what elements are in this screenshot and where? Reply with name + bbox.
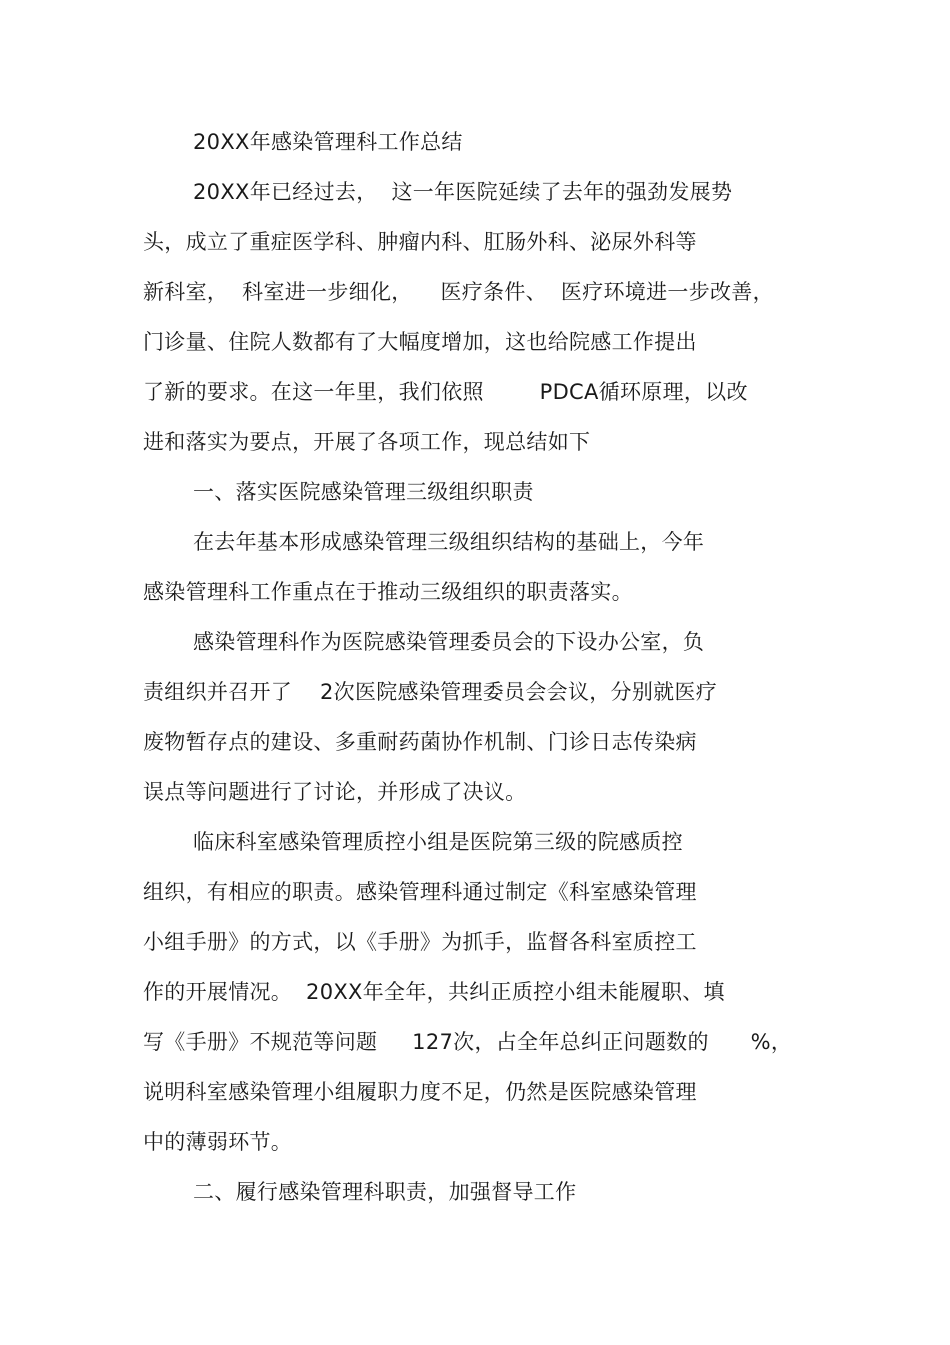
paragraph-line: 写《手册》不规范等问题 127次，占全年总纠正问题数的 %， — [143, 1030, 793, 1054]
paragraph-line: 了新的要求。在这一年里，我们依照 PDCA循环原理，以改 — [143, 380, 748, 404]
paragraph-line: 门诊量、住院人数都有了大幅度增加，这也给院感工作提出 — [143, 330, 697, 354]
paragraph-line: 责组织并召开了 2次医院感染管理委员会会议，分别就医疗 — [143, 680, 718, 704]
document-title: 20XX年感染管理科工作总结 — [193, 130, 463, 154]
paragraph-line: 误点等问题进行了讨论，并形成了决议。 — [143, 780, 527, 804]
paragraph-line: 在去年基本形成感染管理三级组织结构的基础上，今年 — [193, 530, 705, 554]
paragraph-line: 临床科室感染管理质控小组是医院第三级的院感质控 — [193, 830, 683, 854]
paragraph-line: 20XX年已经过去， 这一年医院延续了去年的强劲发展势 — [193, 180, 733, 204]
paragraph-line: 中的薄弱环节。 — [143, 1130, 293, 1154]
paragraph-line: 头，成立了重症医学科、肿瘤内科、肛肠外科、泌尿外科等 — [143, 230, 697, 254]
paragraph-line: 小组手册》的方式，以《手册》为抓手，监督各科室质控工 — [143, 930, 697, 954]
section-heading: 一、落实医院感染管理三级组织职责 — [193, 480, 534, 504]
section-heading: 二、履行感染管理科职责，加强督导工作 — [193, 1180, 577, 1204]
paragraph-line: 新科室， 科室进一步细化， 医疗条件、 医疗环境进一步改善， — [143, 280, 774, 304]
paragraph-line: 说明科室感染管理小组履职力度不足，仍然是医院感染管理 — [143, 1080, 697, 1104]
paragraph-line: 感染管理科作为医院感染管理委员会的下设办公室，负 — [193, 630, 705, 654]
paragraph-line: 感染管理科工作重点在于推动三级组织的职责落实。 — [143, 580, 633, 604]
paragraph-line: 进和落实为要点，开展了各项工作，现总结如下 — [143, 430, 591, 454]
paragraph-line: 作的开展情况。 20XX年全年，共纠正质控小组未能履职、填 — [143, 980, 725, 1004]
paragraph-line: 废物暂存点的建设、多重耐药菌协作机制、门诊日志传染病 — [143, 730, 697, 754]
paragraph-line: 组织，有相应的职责。感染管理科通过制定《科室感染管理 — [143, 880, 697, 904]
